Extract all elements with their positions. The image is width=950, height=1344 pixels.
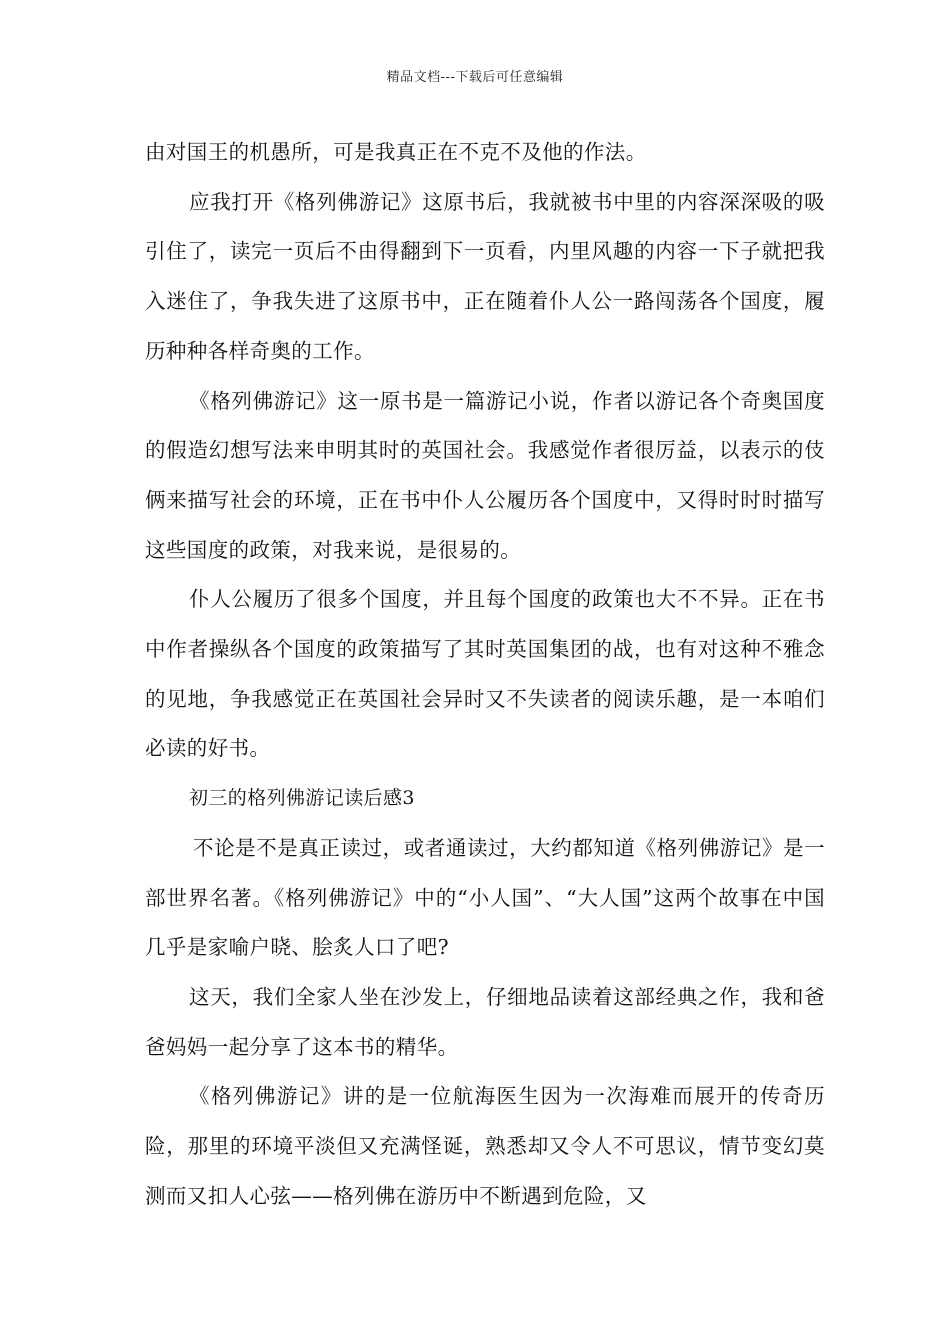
paragraph: 应我打开《格列佛游记》这原书后，我就被书中里的内容深深吸的吸引住了，读完一页后不由得翻到下一页看，内里风趣的内容一下子就把我入迷住了，争我失进了这原书中，正在随着仆人公一路闯荡各个国度，履历种种各样奇奥的工作。 bbox=[145, 189, 825, 363]
paragraph: 仆人公履历了很多个国度，并且每个国度的政策也大不不异。正在书中作者操纵各个国度的政策描写了其时英国集团的战，也有对这种不雅念的见地，争我感觉正在英国社会异时又不失读者的阅读乐趣，是一本咱们必读的好书。 bbox=[145, 587, 825, 761]
paragraph: 《格列佛游记》这一原书是一篇游记小说，作者以游记各个奇奥国度的假造幻想写法来申明其时的英国社会。我感觉作者很厉益，以表示的伎俩来描写社会的环境，正在书中仆人公履历各个国度中，又得时时时描写这些国度的政策，对我来说，是很易的。 bbox=[145, 388, 825, 562]
paragraph-continuation: 由对国王的机愚所，可是我真正在不克不及他的作法。 bbox=[145, 140, 647, 164]
document-body bbox=[145, 128, 825, 1221]
page-header: 精品文档---下载后可任意编辑 bbox=[386, 70, 564, 85]
paragraph: 这天，我们全家人坐在沙发上，仔细地品读着这部经典之作，我和爸爸妈妈一起分享了这本书的精华。 bbox=[145, 984, 825, 1059]
paragraph: 不论是不是真正读过，或者通读过，大约都知道《格列佛游记》是一部世界名著。《格列佛游记》中的“小人国”、“大人国”这两个故事在中国几乎是家喻户晓、脍炙人口了吧? bbox=[145, 835, 825, 960]
section-heading: 初三的格列佛游记读后感3 bbox=[189, 787, 415, 810]
paragraph: 《格列佛游记》讲的是一位航海医生因为一次海难而展开的传奇历险，那里的环境平淡但又充满怪诞，熟悉却又令人不可思议，情节变幻莫测而又扣人心弦——格列佛在游历中不断遇到危险，又 bbox=[145, 1084, 825, 1208]
